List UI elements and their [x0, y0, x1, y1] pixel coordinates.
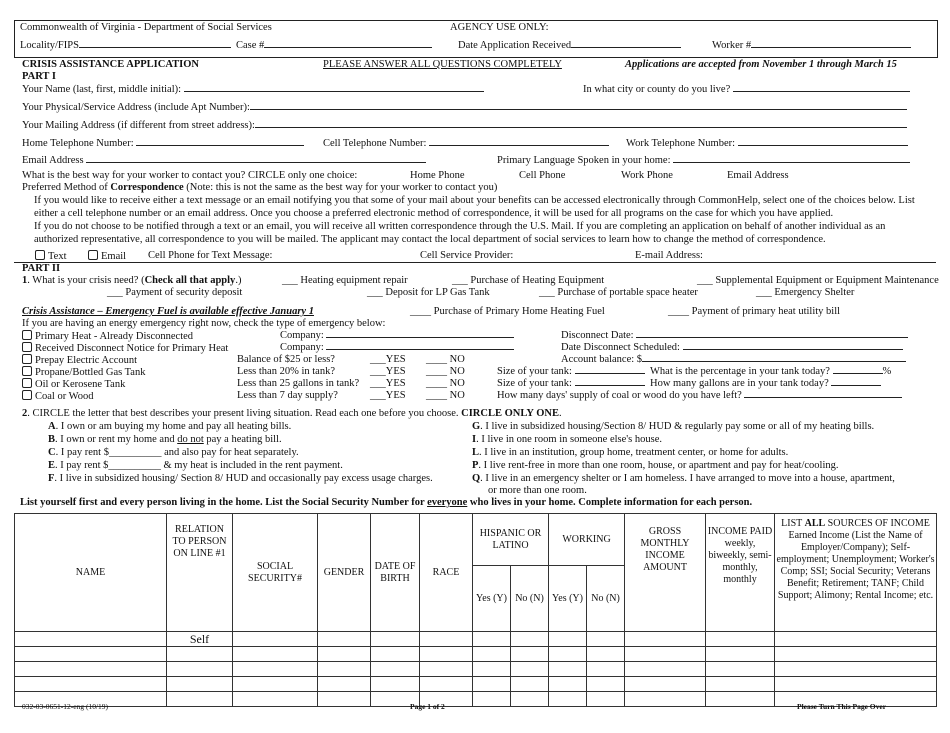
- q2-period: .: [558, 408, 562, 419]
- less7-question: Less than 7 day supply?: [237, 390, 338, 401]
- situation-c-text: . I pay rent $__________ and also pay for heat separately.: [55, 447, 299, 458]
- table-row[interactable]: [15, 647, 937, 662]
- household-instructions-c: who lives in your home. Complete information for each person.: [467, 497, 753, 508]
- balance-no[interactable]: ____ NO: [426, 354, 465, 365]
- page-number: Page 1 of 2: [410, 702, 445, 711]
- contact-option-cell[interactable]: Cell Phone: [519, 170, 566, 181]
- balance-yes[interactable]: ___YES: [370, 354, 406, 365]
- less25-yes[interactable]: ___YES: [370, 378, 406, 389]
- gender-header: GENDER: [318, 514, 371, 632]
- letter-i: I: [472, 434, 477, 445]
- contact-option-email[interactable]: Email Address: [727, 170, 789, 181]
- days-field[interactable]: [497, 390, 902, 402]
- letter-e: E: [48, 460, 56, 471]
- need-purchase-heating[interactable]: ___ Purchase of Heating Equipment: [452, 275, 605, 286]
- shelter-label: Emergency Shelter: [774, 287, 855, 298]
- text-checkbox-label: Text: [48, 251, 67, 262]
- percent-sign: %: [882, 366, 892, 377]
- yes-label: YES: [385, 354, 406, 365]
- sources-a: LIST: [781, 518, 805, 529]
- lp-deposit-label: Deposit for LP Gas Tank: [385, 287, 490, 298]
- date-scheduled-field[interactable]: [561, 342, 903, 354]
- city-label: In what city or county do you live?: [583, 84, 731, 95]
- physical-address-field[interactable]: [22, 102, 907, 114]
- living-situation-question: [22, 408, 562, 420]
- no-label: NO: [449, 354, 465, 365]
- q2-number: 2: [22, 408, 28, 419]
- part-two-heading: PART II: [22, 263, 61, 274]
- situation-l-text: . I live in an institution, group home, treatment center, or home for adults.: [479, 447, 789, 458]
- letter-b: B: [48, 434, 56, 445]
- balance-question: Balance of $25 or less?: [237, 354, 335, 365]
- gallons-field[interactable]: [650, 378, 881, 390]
- situation-i-text: . I live in one room in someone else's house.: [476, 434, 662, 445]
- home-phone-field[interactable]: [22, 138, 304, 150]
- days-label: How many days' supply of coal or wood do you have left?: [497, 390, 742, 401]
- coal-checkbox[interactable]: [22, 390, 93, 403]
- city-field[interactable]: [583, 84, 910, 96]
- name-header: NAME: [15, 514, 167, 632]
- gallons-label: How many gallons are in your tank today?: [650, 378, 829, 389]
- situation-b-end: pay a heating bill.: [203, 434, 282, 445]
- email-field[interactable]: [22, 155, 426, 167]
- percent-field[interactable]: [650, 366, 891, 378]
- agency-name: Commonwealth of Virginia - Department of Social Services: [20, 22, 272, 33]
- situation-l[interactable]: [472, 447, 788, 459]
- correspondence-note: (Note: this is not the same as the best way for your worker to contact you): [183, 182, 498, 193]
- q1-bold: Check all that apply: [144, 275, 236, 286]
- situation-p-text: . I live rent-free in more than one room, house, or apartment and pay for heat/cooling.: [478, 460, 839, 471]
- need-utility-bill[interactable]: ____ Payment of primary heat utility bill: [668, 306, 841, 317]
- mailing-address-label: Your Mailing Address (if different from street address):: [22, 120, 255, 131]
- provider-field[interactable]: Cell Service Provider:: [420, 250, 514, 261]
- email-label: Email Address: [22, 155, 84, 166]
- checkbox-icon: [22, 342, 32, 352]
- part-one-heading: PART I: [22, 71, 56, 82]
- need-security-deposit[interactable]: ___ Payment of security deposit: [107, 287, 243, 298]
- oil-tank-size[interactable]: [497, 378, 645, 390]
- date-received-field[interactable]: [458, 40, 681, 52]
- need-supplemental[interactable]: ___ Supplemental Equipment or Equipment Maintenance: [697, 275, 939, 286]
- date-scheduled-label: Date Disconnect Scheduled:: [561, 342, 680, 353]
- checkbox-icon: [88, 250, 98, 260]
- answer-all-notice: PLEASE ANSWER ALL QUESTIONS COMPLETELY: [323, 59, 562, 70]
- sources-bold: ALL: [804, 518, 826, 529]
- contact-question: What is the best way for your worker to contact you? CIRCLE only one choice:: [22, 170, 358, 181]
- letter-g: G: [472, 421, 481, 432]
- email-address-field[interactable]: E-mail Address:: [635, 250, 703, 261]
- income-paid-header: INCOME PAID weekly, biweekly, semi-monthly, monthly: [706, 514, 775, 632]
- letter-c: C: [48, 447, 56, 458]
- name-label: Your Name (last, first, middle initial):: [22, 84, 182, 95]
- checkbox-icon: [22, 378, 32, 388]
- tank-size-label: Size of your tank:: [497, 378, 572, 389]
- q1-text-a: . What is your crisis need? (: [27, 275, 145, 286]
- hispanic-header: HISPANIC OR LATINO: [473, 514, 549, 566]
- situation-q[interactable]: [472, 473, 895, 485]
- primary-heat-label: Primary Heat - Already Disconnected: [35, 331, 194, 342]
- situation-f[interactable]: [48, 473, 433, 485]
- agency-use-label: AGENCY USE ONLY:: [450, 22, 549, 33]
- primary-fuel-label: Purchase of Primary Home Heating Fuel: [433, 306, 605, 317]
- checkbox-icon: [22, 390, 32, 400]
- company-field-2[interactable]: [280, 342, 514, 354]
- less7-no[interactable]: ____ NO: [426, 390, 465, 401]
- gross-income-header: GROSS MONTHLY INCOME AMOUNT: [625, 514, 706, 632]
- q1-text-c: .): [235, 275, 242, 286]
- q2-bold: CIRCLE ONLY ONE: [461, 408, 559, 419]
- income-sources-header: [775, 514, 937, 632]
- worker-label: Worker #: [712, 40, 752, 51]
- dob-header: DATE OF BIRTH: [371, 514, 420, 632]
- yes-label: YES: [385, 378, 406, 389]
- locality-field[interactable]: [20, 40, 231, 52]
- turn-page-note: Please Turn This Page Over: [797, 702, 887, 711]
- purchase-heating-label: Purchase of Heating Equipment: [470, 275, 605, 286]
- sources-c: SOURCES OF INCOME: [825, 518, 930, 529]
- company-label-2: Company:: [280, 342, 324, 353]
- physical-address-label: Your Physical/Service Address (include Apt Number):: [22, 102, 250, 113]
- household-table: [14, 513, 937, 707]
- yes-label: YES: [385, 366, 406, 377]
- cell-text-field[interactable]: Cell Phone for Text Message:: [148, 250, 273, 261]
- email-checkbox-label: Email: [101, 251, 127, 262]
- home-phone-label: Home Telephone Number:: [22, 138, 134, 149]
- situation-b[interactable]: [48, 434, 282, 446]
- case-field[interactable]: [236, 40, 432, 52]
- account-balance-field[interactable]: [561, 354, 906, 366]
- need-portable-heater[interactable]: ___ Purchase of portable space heater: [539, 287, 698, 298]
- letter-q: Q: [472, 473, 481, 484]
- table-row[interactable]: [15, 662, 937, 677]
- form-number: 032-03-0651-12-eng (10/19): [22, 702, 109, 711]
- checkbox-icon: [22, 354, 32, 364]
- less20-yes[interactable]: ___YES: [370, 366, 406, 377]
- portable-heater-label: Purchase of portable space heater: [557, 287, 698, 298]
- need-lp-deposit[interactable]: ___ Deposit for LP Gas Tank: [367, 287, 490, 298]
- utility-bill-label: Payment of primary heat utility bill: [691, 306, 841, 317]
- correspondence-bold: Correspondence: [110, 182, 184, 193]
- working-no-header: No (N): [587, 566, 625, 632]
- no-label: NO: [449, 390, 465, 401]
- form-title: CRISIS ASSISTANCE APPLICATION: [22, 59, 199, 70]
- part-divider: [14, 262, 936, 263]
- table-row[interactable]: [15, 632, 937, 647]
- need-primary-fuel[interactable]: ____ Purchase of Primary Home Heating Fuel: [410, 306, 605, 317]
- situation-g[interactable]: [472, 421, 874, 433]
- worker-field[interactable]: [712, 40, 911, 52]
- correspondence-paragraph-1: If you would like to receive either a text message or an email notifying you that some of your mail about your benefits can be accessed electronically through CommonHelp, select one of the choices below. List either a cell telephone number or an email address. Once you choose a preferred electronic method of correspondence, it will be used for all programs on the case for which you have applied.: [34, 195, 915, 219]
- name-field[interactable]: [22, 84, 484, 96]
- q2-text: . CIRCLE the letter that best describes your present living situation. Read each one before you choose.: [27, 408, 462, 419]
- language-label: Primary Language Spoken in your home:: [497, 155, 671, 166]
- relation-header: RELATION TO PERSON ON LINE #1: [167, 514, 233, 632]
- emergency-question: If you are having an energy emergency right now, check the type of emergency below:: [22, 318, 386, 329]
- heating-repair-label: Heating equipment repair: [300, 275, 408, 286]
- checkbox-icon: [22, 366, 32, 376]
- hispanic-no-header: No (N): [511, 566, 549, 632]
- household-instructions-a: List yourself first and every person living in the home. List the Social Security Number for: [20, 497, 428, 508]
- need-heating-repair[interactable]: ___ Heating equipment repair: [282, 275, 408, 286]
- disconnect-date-label: Disconnect Date:: [561, 330, 634, 341]
- date-received-label: Date Application Received: [458, 40, 572, 51]
- received-notice-label: Received Disconnect Notice for Primary Heat: [35, 343, 229, 354]
- sources-detail: Earned Income (List the Name of Employer/Company); Self-employment; Unemployment; Worker's Comp; SSI; Social Security; Veterans Benefit; Retirement; TANF; Child Support; Alimony; Rental Income; etc.: [776, 530, 935, 601]
- letter-l: L: [472, 447, 480, 458]
- security-deposit-label: Payment of security deposit: [125, 287, 243, 298]
- less7-yes[interactable]: ___YES: [370, 390, 406, 401]
- locality-label: Locality/FIPS: [20, 40, 79, 51]
- situation-b-text: . I own or rent my home and: [55, 434, 178, 445]
- company-label-1: Company:: [280, 330, 324, 341]
- percent-label: What is the percentage in your tank today?: [650, 366, 830, 377]
- situation-i[interactable]: [472, 434, 662, 446]
- supplemental-label: Supplemental Equipment or Equipment Maintenance: [715, 275, 939, 286]
- household-instructions-emphasis: everyone: [427, 497, 468, 508]
- situation-b-emphasis: do not: [177, 434, 204, 445]
- need-shelter[interactable]: ___ Emergency Shelter: [756, 287, 855, 298]
- less20-question: Less than 20% in tank?: [237, 366, 335, 377]
- race-header: RACE: [420, 514, 473, 632]
- mailing-address-field[interactable]: [22, 120, 907, 132]
- case-label: Case #: [236, 40, 265, 51]
- contact-option-work[interactable]: Work Phone: [621, 170, 673, 181]
- checkbox-icon: [22, 330, 32, 340]
- work-phone-field[interactable]: [626, 138, 908, 150]
- account-balance-label: Account balance: $: [561, 354, 643, 365]
- situation-a[interactable]: [48, 421, 291, 433]
- less20-no[interactable]: ____ NO: [426, 366, 465, 377]
- table-row[interactable]: [15, 677, 937, 692]
- letter-a: A: [48, 421, 56, 432]
- propane-label: Propane/Bottled Gas Tank: [35, 367, 146, 378]
- working-yes-header: Yes (Y): [549, 566, 587, 632]
- situation-g-text: . I live in subsidized housing/Section 8/ HUD & regularly pay some or all of my heating bills.: [480, 421, 875, 432]
- disconnect-date-field[interactable]: [561, 330, 908, 342]
- household-instructions: [20, 497, 752, 509]
- propane-tank-size[interactable]: [497, 366, 645, 378]
- situation-c[interactable]: [48, 447, 299, 459]
- yes-label: YES: [385, 390, 406, 401]
- situation-f-text: . I live in subsidized housing/ Section 8/ HUD and occasionally pay excess usage charges.: [54, 473, 433, 484]
- oil-label: Oil or Kerosene Tank: [35, 379, 126, 390]
- correspondence-paragraph-2: If you do not choose to be notified through a text or an email, you will receive all written correspondence through the U.S. Mail. If you are completing an application on behalf of another individual as an authorized representative, all correspondence to you will be mailed. The applicant may contact the local department of social services to learn how to change the method of correspondence.: [34, 221, 886, 245]
- ssn-header: SOCIAL SECURITY#: [233, 514, 318, 632]
- less25-question: Less than 25 gallons in tank?: [237, 378, 360, 389]
- situation-p[interactable]: [472, 460, 839, 472]
- language-field[interactable]: [497, 155, 910, 167]
- hispanic-yes-header: Yes (Y): [473, 566, 511, 632]
- checkbox-icon: [35, 250, 45, 260]
- cell-phone-label: Cell Telephone Number:: [323, 138, 427, 149]
- work-phone-label: Work Telephone Number:: [626, 138, 736, 149]
- correspondence-a: Preferred Method of: [22, 182, 111, 193]
- working-header: WORKING: [549, 514, 625, 566]
- contact-option-home[interactable]: Home Phone: [410, 170, 465, 181]
- situation-a-text: . I own or am buying my home and pay all heating bills.: [55, 421, 292, 432]
- letter-p: P: [472, 460, 479, 471]
- coal-label: Coal or Wood: [35, 391, 94, 402]
- accepted-dates: Applications are accepted from November 1 through March 15: [625, 59, 897, 70]
- situation-e-text: . I pay rent $__________ & my heat is included in the rent payment.: [55, 460, 343, 471]
- company-field-1[interactable]: [280, 330, 514, 342]
- no-label: NO: [449, 366, 465, 377]
- emergency-fuel-title: Crisis Assistance – Emergency Fuel is available effective January 1: [22, 306, 314, 317]
- no-label: NO: [449, 378, 465, 389]
- situation-e[interactable]: [48, 460, 343, 472]
- less25-no[interactable]: ____ NO: [426, 378, 465, 389]
- situation-q-continued: or more than one room.: [488, 485, 587, 496]
- tank-size-label: Size of your tank:: [497, 366, 572, 377]
- situation-q-text: . I live in an emergency shelter or I am homeless. I have arranged to move into a house, apartment,: [480, 473, 895, 484]
- correspondence-heading: [22, 182, 497, 194]
- cell-phone-field[interactable]: [323, 138, 609, 150]
- prepay-label: Prepay Electric Account: [35, 355, 138, 366]
- crisis-question: [22, 275, 241, 287]
- self-cell: Self: [167, 632, 233, 647]
- letter-f: F: [48, 473, 55, 484]
- q1-number: 1: [22, 275, 28, 286]
